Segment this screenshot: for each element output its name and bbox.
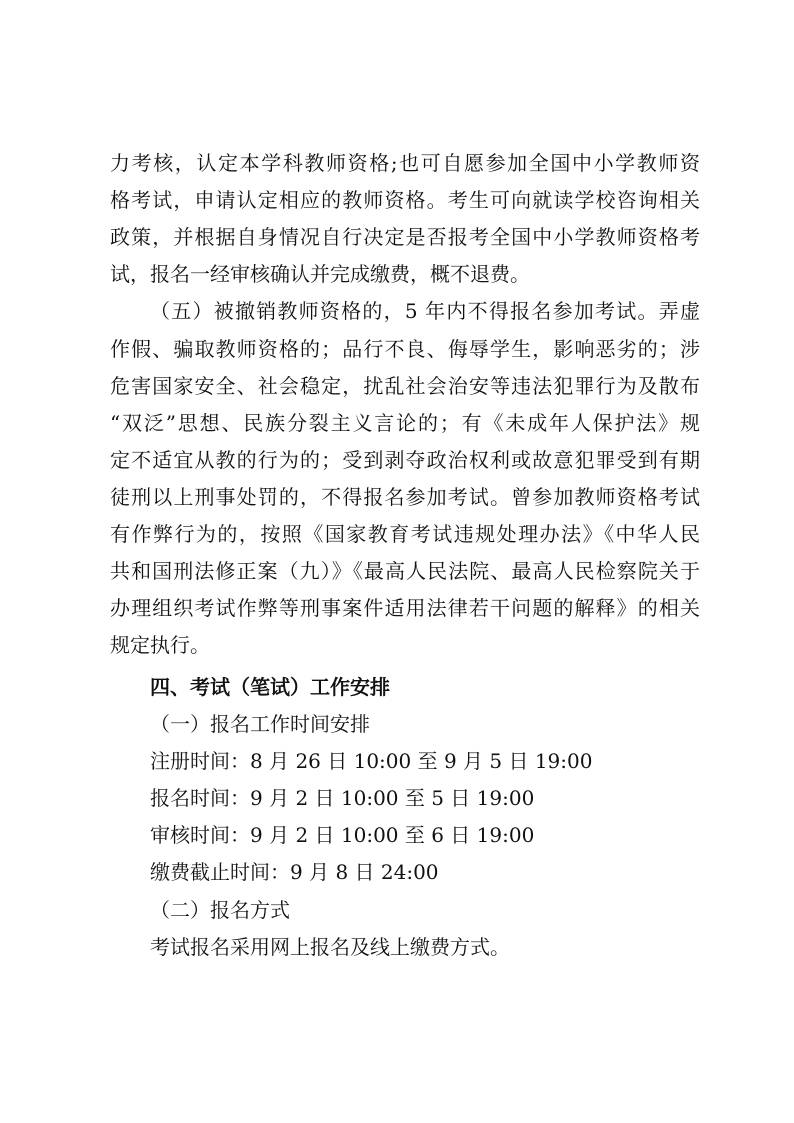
- para2-line-10: 规定执行。: [110, 633, 210, 657]
- para2-line-4: “双泛”思想、民族分裂主义言论的；有《未成年人保护法》规: [110, 411, 700, 435]
- para1-line-2: 格考试，申请认定相应的教师资格。考生可向就读学校咨询相关: [110, 188, 700, 212]
- para1-line-4: 试，报名一经审核确认并完成缴费，概不退费。: [110, 262, 530, 286]
- subsection-1-title: （一）报名工作时间安排: [150, 712, 370, 736]
- subsection-2-title: （二）报名方式: [150, 898, 290, 922]
- para2-line-7: 有作弊行为的，按照《国家教育考试违规处理办法》《中华人民: [110, 522, 700, 546]
- schedule-item-register: 注册时间：8 月 26 日 10:00 至 9 月 5 日 19:00: [150, 749, 593, 773]
- schedule-item-payment-deadline: 缴费截止时间：9 月 8 日 24:00: [150, 860, 439, 884]
- para2-line-8: 共和国刑法修正案（九）》《最高人民法院、最高人民检察院关于: [110, 559, 700, 583]
- schedule-item-review: 审核时间：9 月 2 日 10:00 至 6 日 19:00: [150, 823, 535, 847]
- para2-line-3: 危害国家安全、社会稳定，扰乱社会治安等违法犯罪行为及散布: [110, 374, 700, 398]
- para2-line-2: 作假、骗取教师资格的；品行不良、侮辱学生，影响恶劣的；涉: [110, 337, 700, 361]
- para1-line-3: 政策，并根据自身情况自行决定是否报考全国中小学教师资格考: [110, 225, 700, 249]
- para2-line-5: 定不适宜从教的行为的；受到剥夺政治权利或故意犯罪受到有期: [110, 448, 700, 472]
- para2-line-1: （五）被撤销教师资格的，5 年内不得报名参加考试。弄虚: [150, 299, 700, 323]
- para1-line-1: 力考核，认定本学科教师资格;也可自愿参加全国中小学教师资: [110, 151, 700, 175]
- schedule-item-signup: 报名时间：9 月 2 日 10:00 至 5 日 19:00: [150, 786, 535, 810]
- para2-line-9: 办理组织考试作弊等刑事案件适用法律若干问题的解释》的相关: [110, 596, 700, 620]
- para2-line-6: 徒刑以上刑事处罚的，不得报名参加考试。曾参加教师资格考试: [110, 485, 700, 509]
- section-heading: 四、考试（笔试）工作安排: [150, 675, 390, 699]
- registration-method-text: 考试报名采用网上报名及线上缴费方式。: [150, 935, 510, 959]
